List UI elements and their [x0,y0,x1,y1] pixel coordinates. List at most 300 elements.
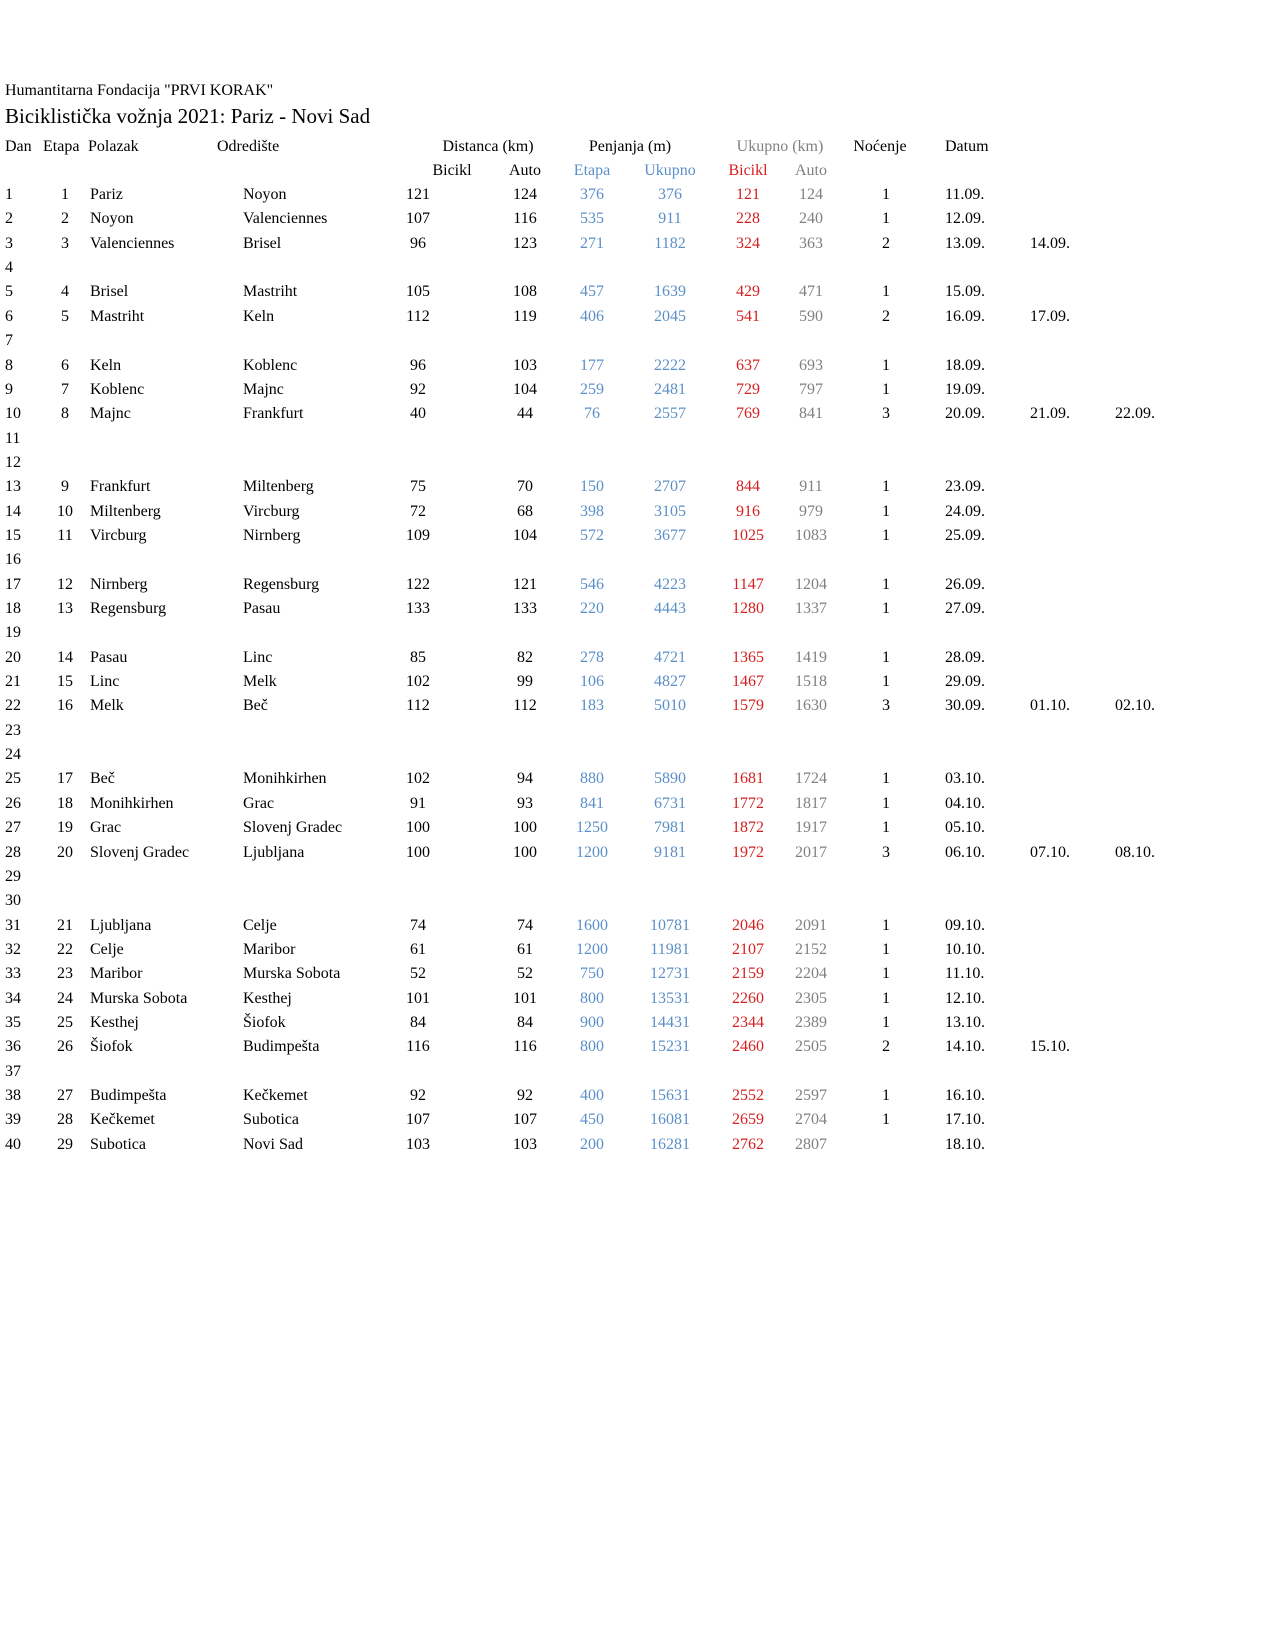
table-row [0,208,1275,230]
table-row [0,890,1275,912]
cell-penjanja-ukupno: 2045 [654,307,686,325]
cell-penjanja-ukupno: 9181 [654,843,686,861]
cell-distanca-auto: 68 [517,502,533,520]
cell-distanca-bicikl: 74 [410,916,426,934]
cell-penjanja-etapa: 220 [580,600,604,617]
cell-penjanja-ukupno: 6731 [654,794,686,812]
cell-datum-2: 21.09. [1030,405,1070,423]
cell-dan: 1 [5,186,13,203]
cell-ukupno-auto: 693 [799,356,823,374]
table-row [0,647,1275,669]
cell-dan: 32 [5,940,21,958]
cell-penjanja-ukupno: 3677 [654,526,686,544]
cell-ukupno-auto: 1518 [795,673,827,690]
cell-nocenje: 1 [882,770,890,788]
cell-distanca-bicikl: 61 [410,940,426,958]
cell-odrediste: Pasau [243,600,281,617]
cell-penjanja-etapa: 376 [580,186,604,203]
cell-distanca-bicikl: 75 [410,478,426,496]
cell-nocenje: 1 [882,1111,890,1129]
cell-penjanja-ukupno: 5890 [654,770,686,788]
cell-distanca-bicikl: 40 [410,405,426,423]
table-row [0,793,1275,815]
table-row [0,1036,1275,1058]
cell-odrediste: Beč [243,697,268,715]
cell-polazak: Šiofok [90,1038,133,1056]
table-row [0,452,1275,474]
cell-etapa: 9 [61,478,69,496]
cell-nocenje: 1 [882,648,890,666]
cell-ukupno-auto: 1917 [795,819,827,837]
cell-distanca-auto: 116 [513,210,537,228]
cell-distanca-bicikl: 109 [406,526,430,544]
cell-etapa: 4 [61,283,69,301]
cell-etapa: 16 [57,697,73,715]
cell-distanca-auto: 107 [513,1111,537,1129]
cell-polazak: Linc [90,673,120,690]
cell-nocenje: 1 [882,600,890,617]
cell-penjanja-ukupno: 376 [658,186,682,203]
cell-etapa: 25 [57,1013,73,1031]
cell-distanca-bicikl: 112 [406,307,430,325]
cell-dan: 21 [5,673,21,690]
cell-ukupno-auto: 1083 [795,526,827,544]
cell-ukupno-bicikl: 2159 [732,965,764,983]
cell-penjanja-etapa: 457 [580,283,604,301]
cell-ukupno-bicikl: 2260 [732,989,764,1007]
cell-penjanja-etapa: 800 [580,1038,604,1056]
cell-distanca-bicikl: 107 [406,1111,430,1129]
cell-dan: 10 [5,405,21,423]
cell-ukupno-auto: 590 [799,307,823,325]
cell-ukupno-auto: 1630 [795,697,827,715]
cell-distanca-bicikl: 103 [406,1135,430,1153]
table-row [0,1134,1275,1156]
table-row [0,306,1275,328]
cell-datum-1: 28.09. [945,648,985,666]
cell-etapa: 12 [57,575,73,593]
cell-ukupno-bicikl: 1579 [732,697,764,715]
cell-distanca-bicikl: 102 [406,770,430,788]
cell-penjanja-etapa: 406 [580,307,604,325]
table-row [0,1061,1275,1083]
cell-dan: 7 [5,332,13,350]
cell-odrediste: Koblenc [243,356,298,374]
cell-polazak: Brisel [90,283,129,301]
cell-distanca-auto: 104 [513,380,537,398]
cell-polazak: Pariz [90,186,123,203]
cell-odrediste: Celje [243,916,277,934]
cell-datum-1: 23.09. [945,478,985,496]
table-row [0,184,1275,206]
cell-odrediste: Monihkirhen [243,770,327,788]
cell-ukupno-bicikl: 121 [736,186,760,203]
cell-nocenje: 1 [882,794,890,812]
cell-nocenje: 1 [882,965,890,983]
cell-distanca-bicikl: 107 [406,210,430,228]
cell-penjanja-etapa: 1200 [576,843,608,861]
cell-penjanja-etapa: 900 [580,1013,604,1031]
cell-dan: 3 [5,234,13,252]
cell-polazak: Grac [90,819,122,837]
cell-dan: 25 [5,770,21,788]
cell-ukupno-auto: 1419 [795,648,827,666]
cell-polazak: Koblenc [90,380,145,398]
cell-penjanja-etapa: 1200 [576,940,608,958]
cell-odrediste: Regensburg [243,575,320,593]
cell-dan: 20 [5,648,21,666]
cell-dan: 37 [5,1062,21,1080]
cell-polazak: Frankfurt [90,478,151,496]
sub-ukupno: Ukupno [644,162,696,179]
sub-bicikl: Bicikl [432,162,472,179]
cell-distanca-auto: 101 [513,989,537,1007]
cell-dan: 18 [5,600,21,617]
cell-penjanja-etapa: 183 [580,697,604,715]
cell-odrediste: Šiofok [243,1013,286,1031]
cell-penjanja-etapa: 106 [580,673,604,690]
cell-odrediste: Valenciennes [243,210,328,228]
cell-dan: 30 [5,892,21,910]
cell-penjanja-etapa: 150 [580,478,604,496]
cell-penjanja-ukupno: 15631 [650,1087,690,1104]
cell-datum-2: 07.10. [1030,843,1070,861]
cell-penjanja-ukupno: 16081 [650,1111,690,1129]
col-nocenje: Noćenje [853,138,907,155]
cell-distanca-bicikl: 92 [410,1087,426,1104]
cell-ukupno-auto: 240 [799,210,823,228]
cell-ukupno-auto: 124 [799,186,823,203]
cell-ukupno-bicikl: 2107 [732,940,764,958]
cell-penjanja-ukupno: 10781 [650,916,690,934]
cell-distanca-auto: 112 [513,697,537,715]
cell-penjanja-ukupno: 2707 [654,478,686,496]
cell-datum-1: 06.10. [945,843,985,861]
cell-distanca-auto: 92 [517,1087,533,1104]
cell-odrediste: Keln [243,307,275,325]
cell-distanca-bicikl: 101 [406,989,430,1007]
cell-distanca-auto: 133 [513,600,537,617]
cell-ukupno-bicikl: 1365 [732,648,764,666]
table-row [0,915,1275,937]
cell-distanca-auto: 103 [513,356,537,374]
cell-ukupno-auto: 2091 [795,916,827,934]
cell-dan: 13 [5,478,21,496]
cell-penjanja-etapa: 450 [580,1111,604,1129]
cell-penjanja-etapa: 841 [580,794,604,812]
cell-penjanja-etapa: 572 [580,526,604,544]
cell-datum-1: 11.09. [945,186,985,203]
cell-nocenje: 1 [882,819,890,837]
cell-polazak: Budimpešta [90,1087,167,1104]
cell-dan: 31 [5,916,21,934]
cell-ukupno-auto: 2597 [795,1087,827,1104]
cell-nocenje: 1 [882,210,890,228]
table-row [0,695,1275,717]
cell-distanca-bicikl: 84 [410,1013,426,1031]
table-row [0,671,1275,693]
table-row [0,501,1275,523]
cell-dan: 36 [5,1038,21,1056]
cell-nocenje: 2 [882,307,890,325]
cell-ukupno-bicikl: 2659 [732,1111,764,1129]
cell-penjanja-etapa: 259 [580,380,604,398]
table-row [0,598,1275,620]
cell-distanca-auto: 52 [517,965,533,983]
cell-penjanja-ukupno: 5010 [654,697,686,715]
cell-ukupno-auto: 2152 [795,940,827,958]
cell-odrediste: Miltenberg [243,478,314,496]
cell-nocenje: 1 [882,283,890,301]
cell-etapa: 14 [57,648,73,666]
sub-auto-total: Auto [795,162,827,179]
sub-etapa: Etapa [573,162,611,179]
cell-dan: 19 [5,624,21,642]
cell-ukupno-bicikl: 429 [736,283,760,301]
cell-penjanja-ukupno: 911 [658,210,682,228]
cell-ukupno-auto: 841 [799,405,823,423]
cell-ukupno-bicikl: 1147 [732,575,764,593]
cell-ukupno-auto: 2204 [795,965,827,983]
cell-ukupno-bicikl: 324 [736,234,760,252]
cell-dan: 40 [5,1135,21,1153]
cell-etapa: 26 [57,1038,73,1056]
table-row [0,1085,1275,1107]
cell-nocenje: 1 [882,356,890,374]
cell-penjanja-ukupno: 15231 [650,1038,690,1056]
cell-dan: 38 [5,1087,21,1104]
cell-penjanja-etapa: 76 [584,405,600,423]
cell-penjanja-ukupno: 4721 [654,648,686,666]
cell-ukupno-auto: 2389 [795,1013,827,1031]
cell-penjanja-ukupno: 3105 [654,502,686,520]
cell-distanca-auto: 121 [513,575,537,593]
cell-ukupno-bicikl: 541 [736,307,760,325]
cell-datum-2: 01.10. [1030,697,1070,715]
cell-etapa: 5 [61,307,69,325]
cell-ukupno-bicikl: 1280 [732,600,764,617]
cell-polazak: Maribor [90,965,143,983]
cell-odrediste: Kečkemet [243,1087,308,1104]
cell-etapa: 27 [57,1087,73,1104]
cell-nocenje: 3 [882,405,890,423]
col-dan: Dan [5,138,32,155]
cell-datum-1: 05.10. [945,819,985,837]
cell-dan: 6 [5,307,13,325]
cell-penjanja-ukupno: 4443 [654,600,686,617]
sub-auto: Auto [509,162,541,179]
cell-odrediste: Maribor [243,940,296,958]
cell-distanca-bicikl: 96 [410,234,426,252]
cell-distanca-auto: 116 [513,1038,537,1056]
cell-ukupno-auto: 1204 [795,575,827,593]
table-row [0,1109,1275,1131]
cell-distanca-auto: 99 [517,673,533,690]
cell-ukupno-auto: 2807 [795,1135,827,1153]
cell-penjanja-etapa: 535 [580,210,604,228]
cell-nocenje: 1 [882,940,890,958]
cell-penjanja-ukupno: 11981 [650,940,690,958]
cell-etapa: 11 [57,526,73,544]
cell-nocenje: 1 [882,1087,890,1104]
cell-penjanja-ukupno: 2481 [654,380,686,398]
cell-distanca-auto: 61 [517,940,533,958]
table-row [0,574,1275,596]
table-row [0,842,1275,864]
cell-ukupno-bicikl: 1972 [732,843,764,861]
sub-bicikl-total: Bicikl [728,162,768,179]
cell-distanca-auto: 82 [517,648,533,666]
cell-distanca-bicikl: 122 [406,575,430,593]
cell-datum-1: 16.10. [945,1087,985,1104]
cell-ukupno-bicikl: 2552 [732,1087,764,1104]
table-row [0,963,1275,985]
cell-datum-1: 13.10. [945,1013,985,1031]
cell-ukupno-auto: 911 [799,478,823,496]
cell-polazak: Majnc [90,405,131,423]
cell-penjanja-etapa: 398 [580,502,604,520]
cell-nocenje: 1 [882,526,890,544]
cell-nocenje: 1 [882,575,890,593]
cell-etapa: 18 [57,794,73,812]
cell-etapa: 23 [57,965,73,983]
cell-polazak: Mastriht [90,307,145,325]
cell-datum-1: 10.10. [945,940,985,958]
cell-distanca-bicikl: 102 [406,673,430,690]
cell-datum-3: 08.10. [1115,843,1155,861]
cell-distanca-bicikl: 72 [410,502,426,520]
cell-penjanja-etapa: 177 [580,356,604,374]
cell-ukupno-bicikl: 844 [736,478,760,496]
cell-odrediste: Novi Sad [243,1135,303,1153]
cell-penjanja-ukupno: 2222 [654,356,686,374]
cell-distanca-auto: 70 [517,478,533,496]
cell-polazak: Pasau [90,648,128,666]
cell-odrediste: Grac [243,794,275,812]
table-row [0,939,1275,961]
col-distanca: Distanca (km) [442,138,534,155]
cell-polazak: Regensburg [90,600,167,617]
cell-dan: 24 [5,746,21,764]
cell-polazak: Murska Sobota [90,989,188,1007]
cell-distanca-bicikl: 52 [410,965,426,983]
cell-penjanja-etapa: 750 [580,965,604,983]
table-row [0,281,1275,303]
cell-odrediste: Nirnberg [243,526,301,544]
cell-polazak: Ljubljana [90,916,152,934]
cell-distanca-bicikl: 92 [410,380,426,398]
cell-ukupno-bicikl: 2762 [732,1135,764,1153]
cell-distanca-bicikl: 133 [406,600,430,617]
cell-polazak: Celje [90,940,124,958]
cell-penjanja-etapa: 546 [580,575,604,593]
cell-datum-1: 24.09. [945,502,985,520]
cell-dan: 2 [5,210,13,228]
cell-distanca-auto: 123 [513,234,537,252]
cell-distanca-auto: 44 [517,405,533,423]
cell-polazak: Subotica [90,1135,146,1153]
table-row [0,1012,1275,1034]
cell-etapa: 1 [61,186,69,203]
cell-dan: 33 [5,965,21,983]
cell-ukupno-auto: 471 [799,283,823,301]
cell-ukupno-auto: 1817 [795,794,827,812]
cell-odrediste: Frankfurt [243,405,304,423]
cell-nocenje: 1 [882,916,890,934]
cell-dan: 11 [5,429,21,447]
cell-distanca-auto: 100 [513,819,537,837]
cell-polazak: Slovenj Gradec [90,843,190,861]
cell-dan: 26 [5,794,21,812]
cell-dan: 14 [5,502,21,520]
cell-nocenje: 1 [882,380,890,398]
cell-dan: 22 [5,697,21,715]
cell-etapa: 3 [61,234,69,252]
table-row [0,744,1275,766]
cell-ukupno-auto: 2505 [795,1038,827,1056]
col-datum: Datum [945,138,989,155]
cell-dan: 5 [5,283,13,301]
cell-distanca-bicikl: 121 [406,186,430,203]
cell-distanca-auto: 93 [517,794,533,812]
cell-distanca-auto: 74 [517,916,533,934]
cell-nocenje: 1 [882,989,890,1007]
cell-penjanja-ukupno: 2557 [654,405,686,423]
cell-datum-1: 09.10. [945,916,985,934]
cell-odrediste: Melk [243,673,277,690]
table-row [0,720,1275,742]
cell-etapa: 15 [57,673,73,690]
cell-dan: 35 [5,1013,21,1031]
cell-etapa: 8 [61,405,69,423]
cell-penjanja-etapa: 200 [580,1135,604,1153]
cell-datum-1: 16.09. [945,307,985,325]
cell-nocenje: 1 [882,1013,890,1031]
cell-etapa: 2 [61,210,69,228]
cell-nocenje: 1 [882,478,890,496]
cell-odrediste: Vircburg [243,502,300,520]
cell-odrediste: Kesthej [243,989,292,1007]
cell-polazak: Vircburg [90,526,147,544]
table-row [0,355,1275,377]
cell-datum-1: 14.10. [945,1038,985,1056]
cell-nocenje: 1 [882,673,890,690]
cell-etapa: 17 [57,770,73,788]
cell-odrediste: Majnc [243,380,284,398]
cell-datum-3: 02.10. [1115,697,1155,715]
cell-ukupno-auto: 797 [799,380,823,398]
cell-penjanja-ukupno: 1639 [654,283,686,301]
cell-polazak: Kesthej [90,1013,139,1031]
cell-penjanja-ukupno: 13531 [650,989,690,1007]
cell-etapa: 28 [57,1111,73,1129]
cell-penjanja-ukupno: 1182 [654,234,686,252]
cell-polazak: Valenciennes [90,234,175,252]
cell-dan: 17 [5,575,21,593]
cell-ukupno-bicikl: 769 [736,405,760,423]
cell-odrediste: Linc [243,648,273,666]
cell-penjanja-ukupno: 4223 [654,575,686,593]
cell-ukupno-bicikl: 2344 [732,1013,764,1031]
cell-etapa: 6 [61,356,69,374]
table-subheader-row [0,160,1275,182]
cell-datum-1: 03.10. [945,770,985,788]
cell-ukupno-auto: 2305 [795,989,827,1007]
cell-dan: 28 [5,843,21,861]
col-etapa: Etapa [43,138,80,155]
cell-odrediste: Mastriht [243,283,298,301]
cell-penjanja-etapa: 880 [580,770,604,788]
